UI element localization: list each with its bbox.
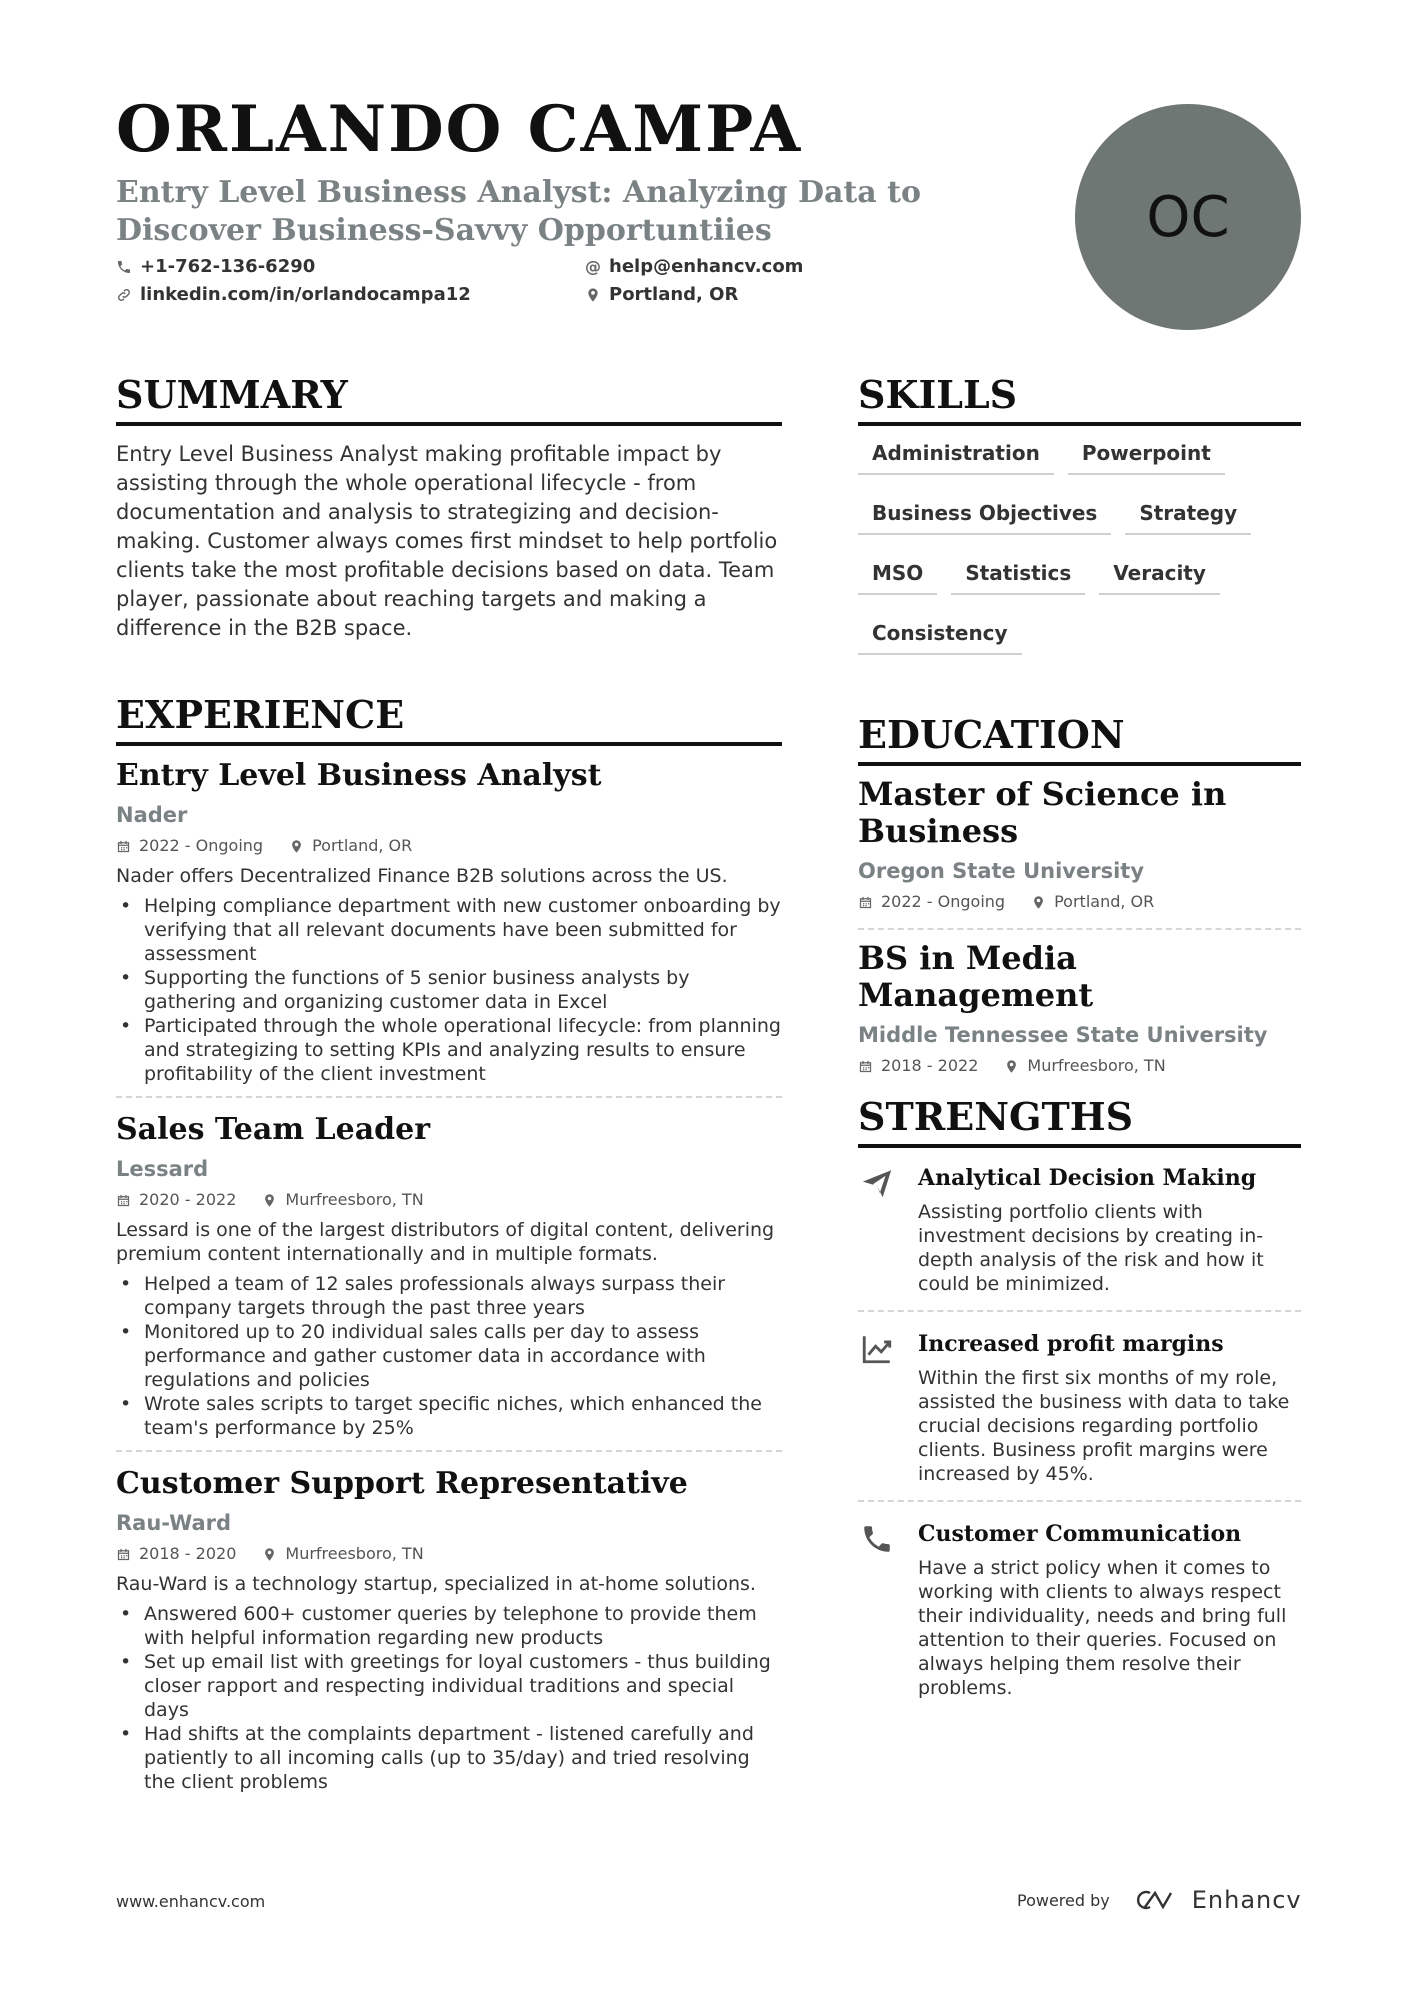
skill-tag: MSO — [858, 561, 937, 595]
list-item: • Had shifts at the complaints department - listened carefully and patiently to all incoming calls (up to 35/day) and tried resolving the client problems — [116, 1722, 782, 1794]
school-name: Oregon State University — [858, 859, 1145, 883]
calendar-icon — [116, 1193, 131, 1208]
phone-icon — [860, 1522, 894, 1556]
list-item: • Monitored up to 20 individual sales calls per day to assess performance and gather customer data in accordance with regulations and policies — [116, 1320, 782, 1392]
job-location: Murfreesboro, TN — [262, 1544, 423, 1564]
experience-entry — [116, 1112, 782, 1440]
job-location: Murfreesboro, TN — [262, 1190, 423, 1210]
job-bullets — [116, 1602, 782, 1794]
education-entry — [858, 940, 1301, 1076]
location-text: Portland, OR — [609, 284, 739, 305]
contact-phone[interactable] — [116, 256, 315, 277]
experience-heading: EXPERIENCE — [116, 696, 782, 746]
company-description: Lessard is one of the largest distributors of digital content, delivering premium content internationally and in multiple formats. — [116, 1219, 775, 1265]
education-meta — [858, 892, 1301, 912]
footer-website[interactable]: www.enhancv.com — [116, 1892, 266, 1911]
strengths-heading: STRENGTHS — [858, 1098, 1301, 1148]
divider — [858, 1310, 1301, 1312]
company-description: Nader offers Decentralized Finance B2B solutions across the US. — [116, 865, 728, 887]
strength-description: Within the first six months of my role, assisted the business with data to take crucial decisions regarding portfolio clients. Business profit margins were increased by 45%. — [918, 1367, 1290, 1485]
skill-tag: Strategy — [1125, 501, 1251, 535]
company-description: Rau-Ward is a technology startup, specialized in at-home solutions. — [116, 1573, 756, 1595]
list-item: • Participated through the whole operational lifecycle: from planning and strategizing to setting KPIs and analyzing results to ensure profitability of the client investment — [116, 1014, 782, 1086]
linkedin-url: linkedin.com/in/orlandocampa12 — [140, 284, 471, 305]
skill-tag: Business Objectives — [858, 501, 1111, 535]
paper-plane-icon — [860, 1166, 894, 1200]
skills-heading: SKILLS — [858, 376, 1301, 426]
degree-title: BS in Media Management — [858, 939, 1094, 1014]
job-meta — [116, 1544, 782, 1564]
education-dates: 2022 - Ongoing — [858, 892, 1005, 912]
job-dates: 2018 - 2020 — [116, 1544, 236, 1564]
strength-description: Assisting portfolio clients with investment decisions by creating in-depth analysis of the risk and how it could be minimized. — [918, 1201, 1264, 1295]
job-bullets — [116, 1272, 782, 1440]
list-item: • Wrote sales scripts to target specific niches, which enhanced the team's performance by 25% — [116, 1392, 782, 1440]
skill-tag: Veracity — [1099, 561, 1220, 595]
contact-location — [585, 284, 738, 305]
skill-tag: Administration — [858, 441, 1054, 475]
list-item: • Helped a team of 12 sales professionals always surpass their company targets through the past three years — [116, 1272, 782, 1320]
location-pin-icon — [262, 1547, 277, 1562]
avatar: OC — [1075, 104, 1301, 330]
calendar-icon — [116, 839, 131, 854]
skill-tag: Consistency — [858, 621, 1022, 655]
calendar-icon — [858, 1059, 873, 1074]
experience-entry — [116, 1466, 782, 1794]
divider — [858, 1500, 1301, 1502]
education-dates: 2018 - 2022 — [858, 1056, 978, 1076]
summary-text: Entry Level Business Analyst making profitable impact by assisting through the whole operational lifecycle - from documentation and analysis to strategizing and decision-making. Customer always comes first mindset to help portfolio clients take the most profitable decisions based on data. Team player, passionate about reaching targets and making a difference in the B2B space. — [116, 442, 778, 640]
chart-line-icon — [860, 1332, 894, 1366]
summary-heading: SUMMARY — [116, 376, 782, 426]
job-title: Sales Team Leader — [116, 1112, 431, 1147]
job-title: Entry Level Business Analyst — [116, 758, 602, 793]
brand-name: Enhancv — [1191, 1886, 1302, 1914]
education-location: Murfreesboro, TN — [1004, 1056, 1165, 1076]
candidate-tagline: Entry Level Business Analyst: Analyzing Data to Discover Business-Savvy Opportuntiies — [116, 175, 922, 248]
calendar-icon — [116, 1547, 131, 1562]
skills-list — [858, 441, 1301, 655]
job-location: Portland, OR — [289, 836, 412, 856]
phone-icon — [116, 259, 132, 275]
company-name: Nader — [116, 803, 188, 827]
email-address: help@enhancv.com — [609, 256, 804, 277]
job-meta — [116, 1190, 782, 1210]
education-entry — [858, 776, 1301, 912]
divider — [116, 1096, 782, 1098]
strength-title: Customer Communication — [918, 1521, 1242, 1547]
list-item: • Helping compliance department with new customer onboarding by verifying that all relevant documents have been submitted for assessment — [116, 894, 782, 966]
enhancv-logo-icon — [1134, 1888, 1180, 1912]
list-item: • Supporting the functions of 5 senior business analysts by gathering and organizing customer data in Excel — [116, 966, 782, 1014]
contact-linkedin[interactable] — [116, 284, 471, 305]
list-item: • Answered 600+ customer queries by telephone to provide them with helpful information regarding new products — [116, 1602, 782, 1650]
location-pin-icon — [585, 287, 601, 303]
list-item: • Set up email list with greetings for loyal customers - thus building closer rapport and respecting individual traditions and special days — [116, 1650, 782, 1722]
strength-description: Have a strict policy when it comes to working with clients to always respect their individuality, needs and bring full attention to their queries. Focused on always helping them resolve their problems. — [918, 1557, 1287, 1699]
company-name: Rau-Ward — [116, 1511, 232, 1535]
location-pin-icon — [1031, 895, 1046, 910]
job-meta — [116, 836, 782, 856]
skill-tag: Statistics — [951, 561, 1085, 595]
footer-powered[interactable] — [1017, 1886, 1302, 1914]
strength-item — [858, 1520, 1301, 1710]
education-meta — [858, 1056, 1301, 1076]
location-pin-icon — [289, 839, 304, 854]
company-name: Lessard — [116, 1157, 209, 1181]
link-icon — [116, 287, 132, 303]
job-title: Customer Support Representative — [116, 1466, 688, 1501]
brand-logo — [1134, 1886, 1302, 1914]
education-location: Portland, OR — [1031, 892, 1154, 912]
experience-entry — [116, 758, 782, 1086]
strength-item — [858, 1330, 1301, 1500]
powered-by-label: Powered by — [1017, 1890, 1110, 1910]
strength-title: Increased profit margins — [918, 1331, 1224, 1357]
calendar-icon — [858, 895, 873, 910]
degree-title: Master of Science in Business — [858, 775, 1227, 850]
strength-item — [858, 1164, 1301, 1314]
job-dates: 2020 - 2022 — [116, 1190, 236, 1210]
school-name: Middle Tennessee State University — [858, 1023, 1268, 1047]
divider — [116, 1450, 782, 1452]
location-pin-icon — [262, 1193, 277, 1208]
skill-tag: Powerpoint — [1068, 441, 1225, 475]
phone-number: +1-762-136-6290 — [140, 256, 316, 277]
strength-title: Analytical Decision Making — [918, 1165, 1257, 1191]
candidate-name: ORLANDO CAMPA — [116, 92, 803, 167]
job-bullets — [116, 894, 782, 1086]
divider — [858, 928, 1301, 930]
location-pin-icon — [1004, 1059, 1019, 1074]
education-heading: EDUCATION — [858, 716, 1301, 766]
job-dates: 2022 - Ongoing — [116, 836, 263, 856]
at-icon: @ — [585, 256, 601, 276]
contact-email[interactable] — [585, 256, 803, 277]
